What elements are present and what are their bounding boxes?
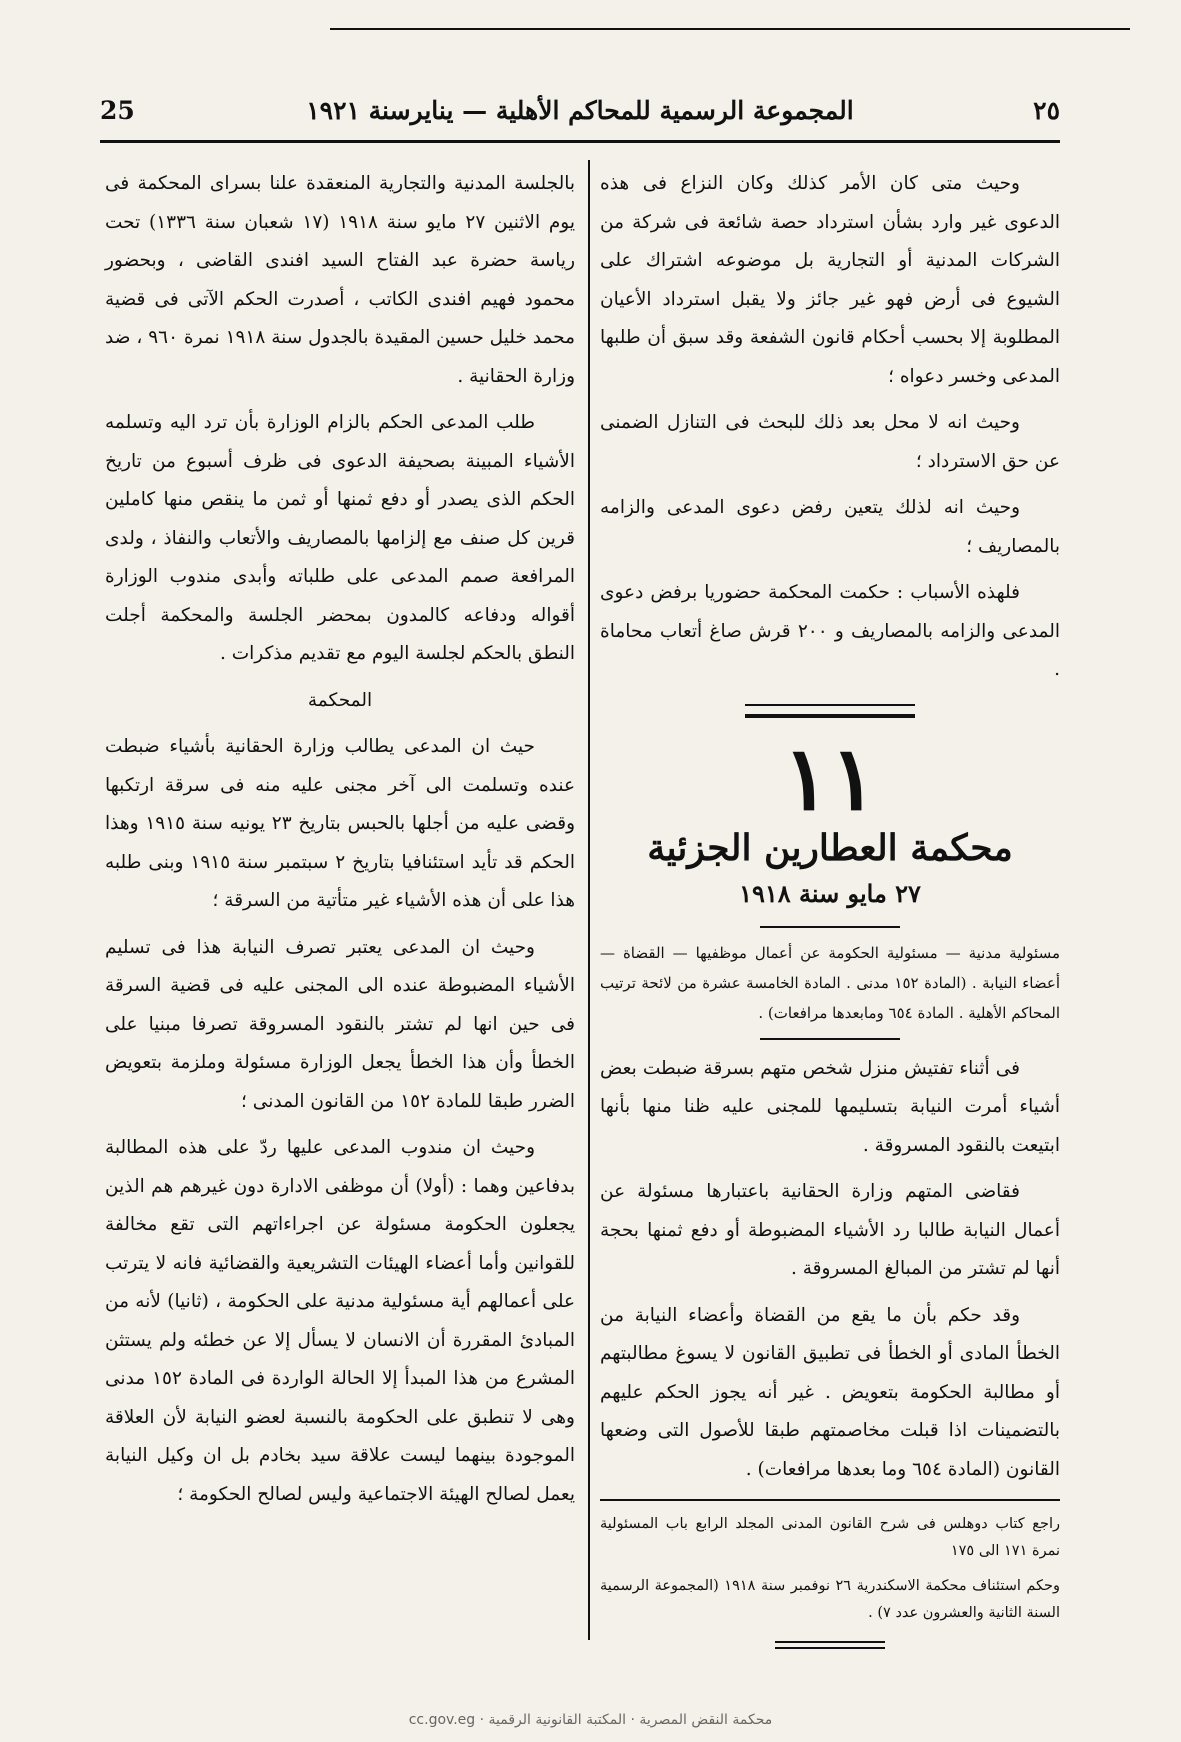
journal-title: المجموعة الرسمية للمحاكم الأهلية — ينايرسنة ١٩٢١ [306,96,854,125]
principle-paragraph: فى أثناء تفتيش منزل شخص متهم بسرقة ضبطت بعض أشياء أمرت النيابة بتسليمها للمجنى عليه ظنا منها بأنها ابتيعت بالنقود المسروقة . [600,1057,1060,1156]
section-divider [745,704,915,718]
divider [760,926,900,928]
principle-paragraph: فقاضى المتهم وزارة الحقانية باعتبارها مسئولة عن أعمال النيابة طالبا رد الأشياء المضبوطة أو دفع ثمنها بحجة أنها لم تشتر من المبالغ المسروقة . [600,1181,1060,1279]
reason-paragraph: وحيث ان المدعى يعتبر تصرف النيابة هذا فى تسليم الأشياء المضبوطة عنده الى المجنى عليه فى قضية السرقة فى حين انها لم تشتر بالنقود المسروقة تصرفا مبنيا على الخطأ وأن هذا الخطأ يجعل الوزارة مسئولة وملزمة بتعويض الضرر طبقا للمادة ١٥٢ من القانون المدنى ؛ [105,936,575,1112]
footer-watermark: cc.gov.eg · محكمة النقض المصرية · المكتبة القانونية الرقمية [408,1712,773,1728]
session-paragraph: بالجلسة المدنية والتجارية المنعقدة علنا بسراى المحكمة فى يوم الاثنين ٢٧ مايو سنة ١٩١٨ (١٧ شعبان سنة ١٣٣٦) تحت رياسة حضرة عبد الفتاح السيد افندى القاضى ، وبحضور محمود فهيم افندى الكاتب ، أصدرت الحكم الآتى فى قضية محمد خليل حسين المقيدة بالجدول سنة ١٩١٨ نمرة ٩٦٠ ، ضد وزارة الحقانية . [105,173,576,387]
case-number: ١١ [782,725,878,830]
right-column [600,165,1060,1663]
court-heading: المحكمة [307,689,373,711]
principle-paragraph: وقد حكم بأن ما يقع من القضاة وأعضاء النيابة من الخطأ المادى أو الخطأ فى تطبيق القانون لا يسوغ مطالبتهم أو مطالبة الحكومة بتعويض . غير أنه يجوز الحكم عليهم بالتضمينات اذا قبلت مخاصمتهم طبقا للأصول التى وضعها القانون (المادة ٦٥٤ وما بعدها مرافعات) . [600,1304,1060,1480]
judgment-operative: فلهذه الأسباب : حكمت المحكمة حضوريا برفض دعوى المدعى والزامه بالمصاريف و ٢٠٠ قرش صاغ أتعاب محاماة . [600,582,1060,680]
left-column [105,165,575,1522]
header-rule [100,140,1060,143]
paragraph: وحيث انه لا محل بعد ذلك للبحث فى التنازل الضمنى عن حق الاسترداد ؛ [600,412,1060,472]
request-paragraph: طلب المدعى الحكم بالزام الوزارة بأن ترد اليه وتسلمه الأشياء المبينة بصحيفة الدعوى فى ظرف أسبوع من تاريخ الحكم الذى يصدر أو دفع ثمنها أو ثمن ما ينقص منها كاملين قرين كل صنف مع إلزامها بالمصاريف والأتعاب والنفاذ ، ولدى المرافعة صمم المدعى على طلباته وأبدى مندوب الوزارة أقواله ودفاعه كالمدون بمحضر الجلسة والمحكمة أجلت النطق بالحكم لجلسة اليوم مع تقديم مذكرات . [105,412,575,664]
top-rule [330,28,1130,30]
paragraph: وحيث متى كان الأمر كذلك وكان النزاع فى هذه الدعوى غير وارد بشأن استرداد حصة شائعة فى شركة من الشركات المدنية أو التجارية بل موضوعه اشتراك على الشيوع فى أرض فهو غير جائز ولا يقبل استرداد الأعيان المطلوبة إلا بحسب أحكام قانون الشفعة وقد سبق أن طلبها المدعى وخسر دعواه ؛ [600,173,1060,387]
case-summary: مسئولية مدنية — مسئولية الحكومة عن أعمال موظفيها — القضاة — أعضاء النيابة . (المادة ١٥٢ مدنى . المادة الخامسة عشرة من لائحة ترتيب المحاكم الأهلية . المادة ٦٥٤ ومابعدها مرافعات) . [600,943,1060,1022]
reason-paragraph: وحيث ان مندوب المدعى عليها ردّ على هذه المطالبة بدفاعين وهما : (أولا) أن موظفى الادارة دون غيرهم هم الذين يجعلون الحكومة مسئولة عن اجراءاتهم التى تقع مخالفة للقوانين وأما أعضاء الهيئات التشريعية والقضائية فانه لا يترتب على أعمالهم أية مسئولية مدنية على الحكومة ، (ثانيا) لأنه من المبادئ المقررة أن الانسان لا يسأل إلا عن خطئه ولم يستثن المشرع من هذا المبدأ إلا الحالة الواردة فى المادة ١٥٢ مدنى وهى لا تنطبق على الحكومة بالنسبة لعضو النيابة لأن العلاقة الموجودة بينهما ليست علاقة سيد بخادم بل ان وكيل النيابة يعمل لصالح الهيئة الاجتماعية وليس لصالح الحكومة ؛ [105,1137,575,1505]
end-divider [775,1641,885,1649]
page-header [100,92,1060,132]
column-divider [588,160,590,1640]
paragraph: وحيث انه لذلك يتعين رفض دعوى المدعى والزامه بالمصاريف ؛ [600,497,1060,557]
reference: راجع كتاب دوهلس فى شرح القانون المدنى المجلد الرابع باب المسئولية نمرة ١٧١ الى ١٧٥ [600,1516,1060,1559]
page-number-arabic: ٢٥ [1033,96,1060,125]
reason-paragraph: حيث ان المدعى يطالب وزارة الحقانية بأشياء ضبطت عنده وتسلمت الى آخر مجنى عليه منه فى سرقة ارتكبها وقضى عليه من أجلها بالحبس بتاريخ ٢٣ يونيه سنة ١٩١٥ وهذا الحكم قد تأيد استئنافيا بتاريخ ٢ سبتمبر سنة ١٩١٥ وبنى طلبه هذا على أن هذه الأشياء غير متأتية من السرقة ؛ [105,736,576,911]
divider [760,1038,900,1040]
reference: وحكم استئناف محكمة الاسكندرية ٢٦ نوفمبر سنة ١٩١٨ (المجموعة الرسمية السنة الثانية والعشرون عدد ٧) . [600,1578,1061,1621]
court-name: محكمة العطارين الجزئية [647,826,1013,869]
page-number-latin: 25 [100,96,135,125]
case-date: ٢٧ مايو سنة ١٩١٨ [739,878,921,908]
divider [600,1499,1060,1501]
